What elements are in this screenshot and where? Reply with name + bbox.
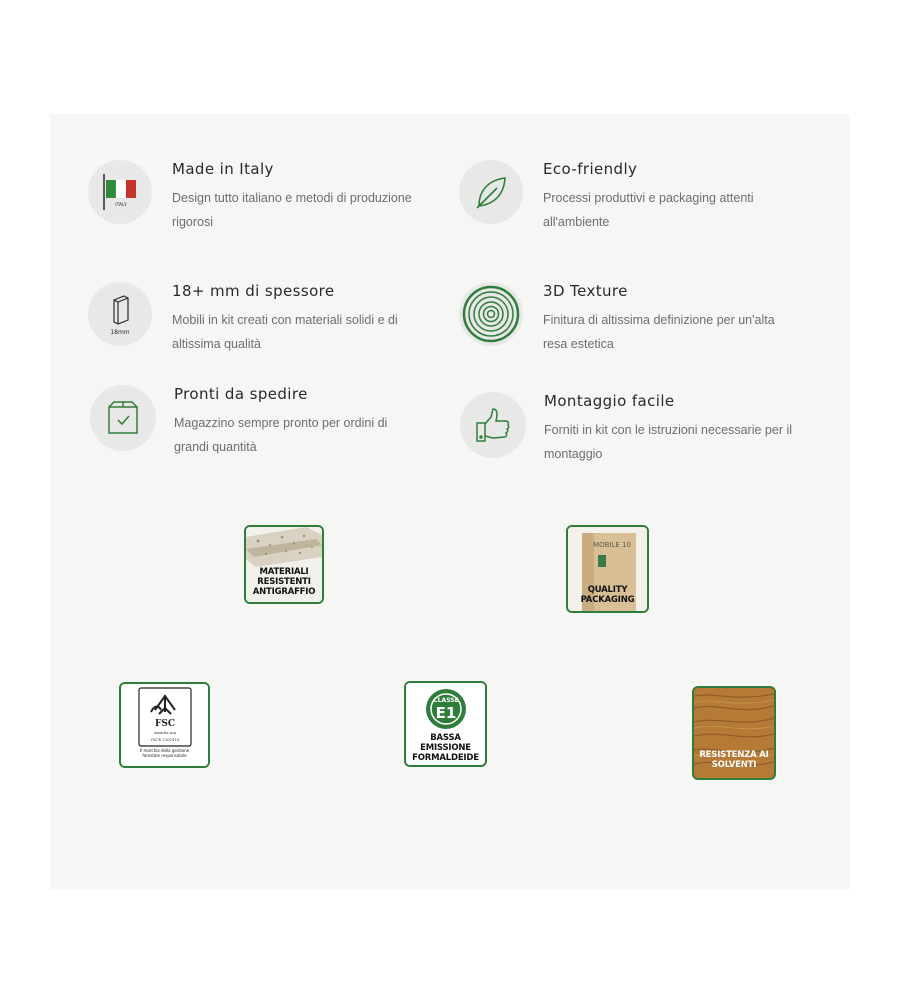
box-text: MOBILE 10 [593,541,631,549]
feature-description: Finitura di altissima definizione per un'alta resa estetica [543,313,775,351]
e1-class-logo [406,683,485,731]
feature-title: 18+ mm di spessore [172,282,335,300]
feature-3d-texture [459,282,789,362]
feature-title: Eco-friendly [543,160,638,178]
feature-eco-friendly [459,160,789,240]
badge-solvent-resistant [692,686,776,780]
feature-title: Montaggio facile [544,392,675,410]
feature-description: Processi produttivi e packaging attenti all'ambiente [543,191,754,229]
badge-quality-packaging [566,525,649,613]
wood-rings-icon [459,282,523,346]
fsc-code: FSC® C107474 [151,738,179,742]
fsc-caption: Il marchio della gestione forestale responsabile [139,748,190,758]
badge-fsc [119,682,210,768]
badge-label: RESISTENZA AI SOLVENTI [699,750,769,770]
thumbs-up-icon [460,392,526,458]
italy-flag-text: ITALY [115,203,127,208]
feature-easy-assembly [460,392,793,472]
badge-label: QUALITY PACKAGING [580,585,635,605]
e1-classe-text: CLASSE [433,697,459,704]
feature-ready-to-ship [90,385,420,465]
e1-value-text: E1 [435,704,457,722]
badge-label: MATERIALI RESISTENTI ANTIGRAFFIO [252,567,316,597]
feature-title: Pronti da spedire [174,385,308,403]
badge-scratch-resistant [244,525,324,604]
feature-thickness [88,282,418,362]
thickness-text: 18mm [110,329,130,336]
italy-flag-icon [88,160,152,224]
feature-made-in-italy [88,160,418,240]
fsc-text: FSC [154,719,176,729]
feature-title: 3D Texture [543,282,628,300]
badge-e1-formaldehyde [404,681,487,767]
panel-thickness-icon [88,282,152,346]
badge-label: BASSA EMISSIONE FORMALDEIDE [412,733,479,763]
feature-description: Mobili in kit creati con materiali solidi e di altissima qualità [172,313,398,351]
feature-title: Made in Italy [172,160,274,178]
box-check-icon [90,385,156,451]
feature-description: Forniti in kit con le istruzioni necessarie per il montaggio [544,423,793,461]
leaf-icon [459,160,523,224]
fsc-url: www.fsc.org [154,731,176,735]
feature-description: Magazzino sempre pronto per ordini di grandi quantità [174,416,388,454]
feature-description: Design tutto italiano e metodi di produzione rigorosi [172,191,412,229]
